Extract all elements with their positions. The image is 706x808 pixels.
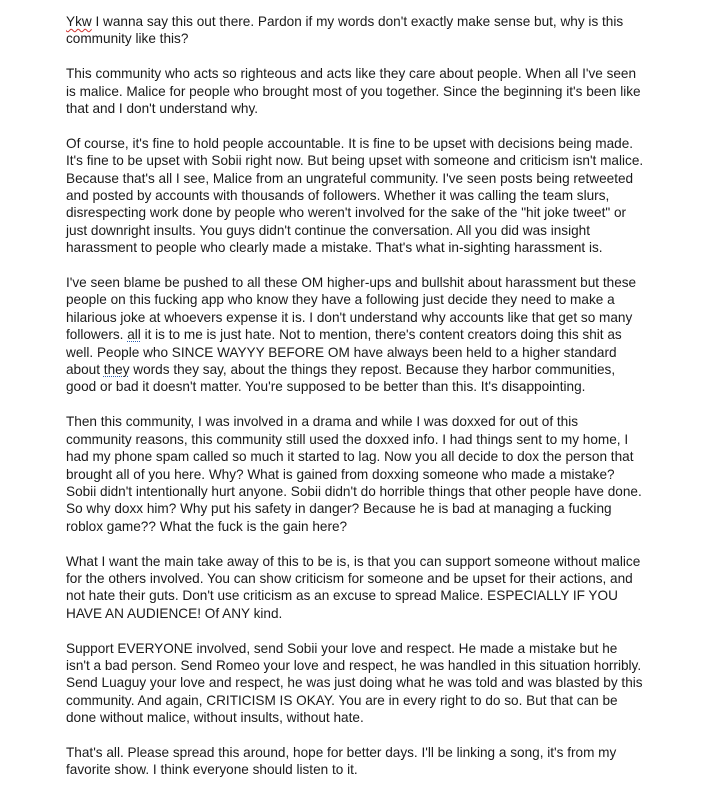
paragraph-intro [66,13,646,48]
grammar-marked-word: all [127,327,141,343]
paragraph-6: What I want the main take away of this to be is, is that you can support someone without malice for the others involved. You can show criticism for someone and be upset for their actions, and not hate their guts. Don't use criticism as an excuse to spread Malice. ESPECIALLY IF YOU HAVE AN AUDIENCE! Of ANY kind. [66,553,641,621]
document-body [66,13,646,796]
paragraph-8: That's all. Please spread this around, hope for better days. I'll be linking a song, it's from my favorite show. I think everyone should listen to it. [66,744,617,778]
paragraph-2: This community who acts so righteous and acts like they care about people. When all I've seen is malice. Malice for people who brought most of you together. Since the beginning it's been like that and I don't understand why. [66,66,641,117]
spellcheck-marked-word: Ykw [66,14,92,29]
grammar-marked-word: they [103,362,130,378]
paragraph-text: it is to me is just hate. Not to mention, there's content creators doing this shit as well. People who SINCE WAYYY BEFORE OM have always been held to a higher standard about [66,327,622,378]
paragraph-3: Of course, it's fine to hold people accountable. It is fine to be upset with decisions being made. It's fine to be upset with Sobii right now. But being upset with someone and criticism isn't malice. Because that's all I see, Malice from an ungrateful community. I've seen posts being retweeted and posted by accounts with thousands of followers. Whether it was calling the team slurs, disrespecting work done by people who weren't involved for the sake of the "hit joke tweet" or just downright insults. You guys didn't continue the conversation. All you did was insight harassment to people who clearly made a mistake. That's what in-sighting harassment is. [66,135,644,256]
paragraph-7: Support EVERYONE involved, send Sobii your love and respect. He made a mistake but he isn't a bad person. Send Romeo your love and respect, he was handled in this situation horribly. Send Luaguy your love and respect, he was just doing what he was told and was blasted by this community. And again, CRITICISM IS OKAY. You are in every right to do so. But that can be done without malice, without insults, without hate. [66,640,643,726]
paragraph-text: I've seen blame be pushed to all these OM higher-ups and bullshit about harassment but these people on this fucking app who know they have a following just decide they need to make a hilarious joke at whoevers expense it is. I don't understand why accounts like that get so many followers. [66,275,637,343]
paragraph-5: Then this community, I was involved in a drama and while I was doxxed for out of this community reasons, this community still used the doxxed info. I had things sent to my home, I had my phone spam called so much it started to lag. Now you all decide to dox the person that brought all of you here. Why? What is gained from doxxing someone who made a mistake? Sobii didn't intentionally hurt anyone. Sobii didn't do horrible things that other people have done. So why doxx him? Why put his safety in danger? Because he is bad at managing a fucking roblox game?? What the fuck is the gain here? [66,414,642,534]
paragraph-text: I wanna say this out there. Pardon if my words don't exactly make sense but, why is this community like this? [66,14,624,47]
paragraph-4 [66,274,646,396]
paragraph-text: words they say, about the things they repost. Because they harbor communities, good or bad it doesn't matter. You're supposed to be better than this. It's disappointing. [66,362,616,395]
